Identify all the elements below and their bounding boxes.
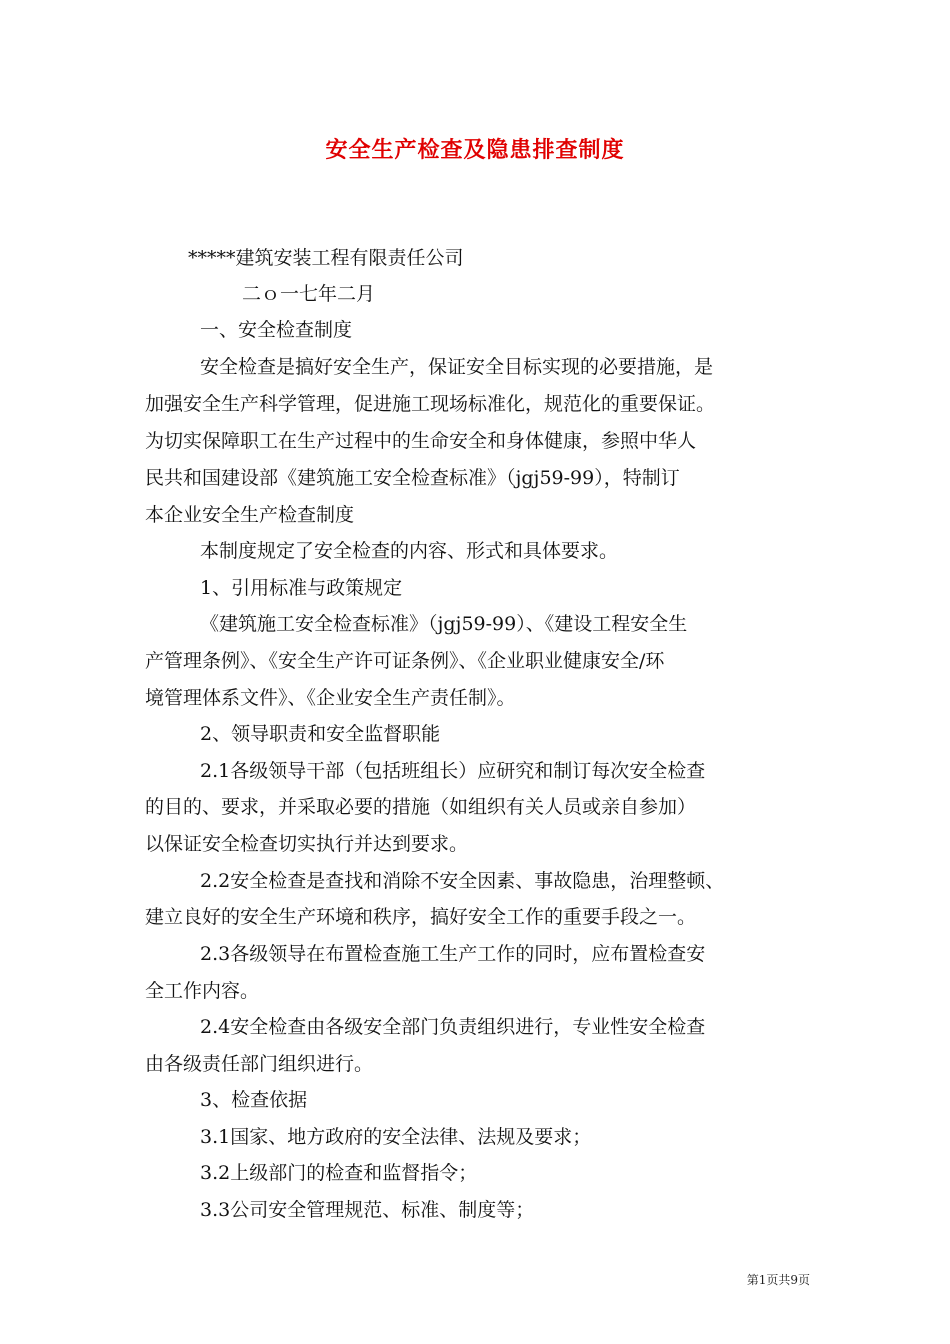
paragraph-line: 本企业安全生产检查制度 [145,504,355,526]
paragraph-line: 为切实保障职工在生产过程中的生命安全和身体健康，参照中华人 [145,430,697,452]
paragraph-line: 建立良好的安全生产环境和秩序，搞好安全工作的重要手段之一。 [145,906,697,928]
section-heading: 一、安全检查制度 [200,319,353,341]
section-heading: 2、领导职责和安全监督职能 [200,723,441,745]
paragraph-line: 以保证安全检查切实执行并达到要求。 [145,833,469,855]
document-title: 安全生产检查及隐患排查制度 [325,137,625,163]
paragraph-line: 产管理条例》、《安全生产许可证条例》、《企业职业健康安全/环 [145,650,665,672]
paragraph-line: 2.1各级领导干部（包括班组长）应研究和制订每次安全检查 [200,760,706,782]
paragraph-line: 2.2安全检查是查找和消除不安全因素、事故隐患，治理整顿、 [200,870,725,892]
list-item: 3.1国家、地方政府的安全法律、法规及要求； [200,1126,592,1148]
list-item: 3.2上级部门的检查和监督指令； [200,1162,478,1184]
section-heading: 3、检查依据 [200,1089,308,1111]
paragraph-line: 境管理体系文件》、《企业安全生产责任制》。 [145,687,516,709]
paragraph-line: 全工作内容。 [145,980,260,1002]
paragraph-line: 2.3各级领导在布置检查施工生产工作的同时，应布置检查安 [200,943,706,965]
paragraph-line: 加强安全生产科学管理，促进施工现场标准化，规范化的重要保证。 [145,393,716,415]
paragraph-line: 安全检查是搞好安全生产，保证安全目标实现的必要措施，是 [200,356,714,378]
document-date: 二ｏ一七年二月 [242,283,376,305]
paragraph-line: 民共和国建设部《建筑施工安全检查标准》（jgj59-99），特制订 [145,467,680,489]
page-number: 第1页共9页 [746,1273,810,1287]
list-item: 3.3公司安全管理规范、标准、制度等； [200,1199,535,1221]
paragraph-line: 《建筑施工安全检查标准》（jgj59-99）、《建设工程安全生 [200,613,688,635]
paragraph-line: 由各级责任部门组织进行。 [145,1053,374,1075]
paragraph-line: 2.4安全检查由各级安全部门负责组织进行，专业性安全检查 [200,1016,706,1038]
paragraph-line: 的目的、要求，并采取必要的措施（如组织有关人员或亲自参加） [145,796,697,818]
section-heading: 1、引用标准与政策规定 [200,577,403,599]
paragraph-line: 本制度规定了安全检查的内容、形式和具体要求。 [200,540,619,562]
company-name: *****建筑安装工程有限责任公司 [188,247,464,269]
